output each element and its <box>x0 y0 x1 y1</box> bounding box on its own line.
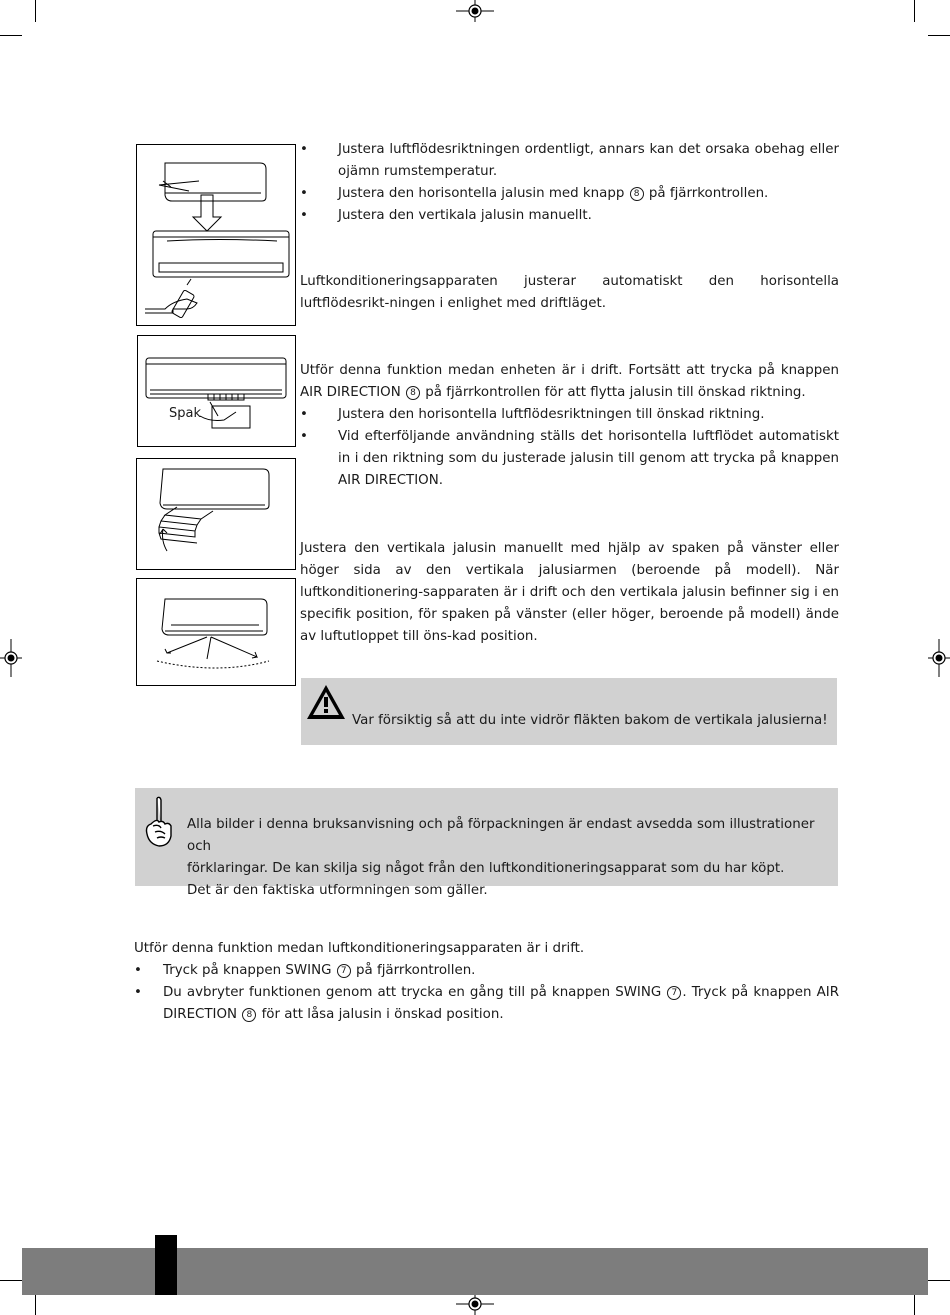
list-item: • Justera luftflödesriktningen ordentligt, annars kan det orsaka obehag eller ojämn rumstemperatur. <box>300 142 839 179</box>
figure-horizontal-louver <box>136 458 296 570</box>
ac-unit-lever-illustration <box>138 336 295 446</box>
note-box <box>135 788 838 898</box>
crop-mark <box>928 35 950 36</box>
button-number-badge: 8 <box>242 1008 256 1022</box>
page-tab-marker <box>155 1235 177 1295</box>
crop-mark <box>928 1280 950 1281</box>
figure-ac-remote <box>136 144 296 326</box>
registration-mark-icon <box>928 639 950 677</box>
air-direction-paragraph: Utför denna funktion medan enheten är i drift. Fortsätt att trycka på knappen AIR DIRECTION 8 på fjärrkontrollen för att flytta jalusin till önskad riktning. <box>300 363 839 400</box>
ac-unit-remote-illustration <box>137 145 295 325</box>
button-number-badge: 7 <box>337 964 351 978</box>
figure-vertical-louver <box>136 578 296 686</box>
button-number-badge: 8 <box>406 386 420 400</box>
crop-mark <box>914 0 915 22</box>
list-item: • Justera den horisontella jalusin med knapp 8 på fjärrkontrollen. <box>300 186 769 201</box>
crop-mark <box>914 1295 915 1315</box>
button-number-badge: 8 <box>630 187 644 201</box>
registration-mark-icon <box>456 0 494 22</box>
list-item: • Vid efterföljande användning ställs det horisontella luftflödet automatiskt in i den riktning som du justerade jalusin till genom att trycka på knappen AIR DIRECTION. <box>300 429 839 488</box>
crop-mark <box>35 1295 36 1315</box>
ac-unit-vertical-louver-illustration <box>137 579 295 685</box>
warning-triangle-icon <box>305 683 347 721</box>
vertical-louver-paragraph: Justera den vertikala jalusin manuellt med hjälp av spaken på vänster eller höger sida av den vertikala jalusiarmen (beroende på modell). När luftkonditionering-sapparaten är i drift och den vertikala jalusin befinner sig i en specifik position, för spaken på vänster (eller höger, beroende på modell) ände av luftutloppet till öns-kad position. <box>300 541 839 644</box>
note-text: Alla bilder i denna bruksanvisning och på förpackningen är endast avsedda som illustrationer och förklaringar. De kan skilja sig något från den luftkonditioneringsapparat som du har köpt. Det är den faktiska utformningen som gäller. <box>187 817 815 898</box>
section2-bullet-list <box>300 404 839 492</box>
list-item: • Justera den vertikala jalusin manuellt. <box>300 208 592 223</box>
pointing-hand-icon <box>141 794 173 848</box>
crop-mark <box>35 0 36 22</box>
list-item: • Justera den horisontella luftflödesriktningen till önskad riktning. <box>300 407 765 422</box>
registration-mark-icon <box>456 1293 494 1315</box>
button-number-badge: 7 <box>667 986 681 1000</box>
section1-bullet-list <box>300 139 839 227</box>
figure-lever <box>137 335 296 447</box>
crop-mark <box>0 35 22 36</box>
warning-box <box>301 678 837 745</box>
list-item: • Tryck på knappen SWING 7 på fjärrkontrollen. <box>134 963 476 978</box>
figure-label-spak: Spak <box>169 406 201 421</box>
section4-bullet-list <box>134 960 839 1026</box>
registration-mark-icon <box>0 639 22 677</box>
auto-adjust-paragraph: Luftkonditioneringsapparaten justerar automatiskt den horisontella luftflödesrikt-ningen i enlighet med driftläget. <box>300 274 839 311</box>
swing-intro: Utför denna funktion medan luftkonditioneringsapparaten är i drift. <box>134 941 585 956</box>
list-item: • Du avbryter funktionen genom att trycka en gång till på knappen SWING 7 . Tryck på knappen AIR DIRECTION 8 för att låsa jalusin i önskad position. <box>134 985 839 1022</box>
ac-unit-horizontal-louver-illustration <box>137 459 295 569</box>
crop-mark <box>0 1280 22 1281</box>
warning-text: Var försiktig så att du inte vidrör fläkten bakom de vertikala jalusierna! <box>352 713 828 728</box>
